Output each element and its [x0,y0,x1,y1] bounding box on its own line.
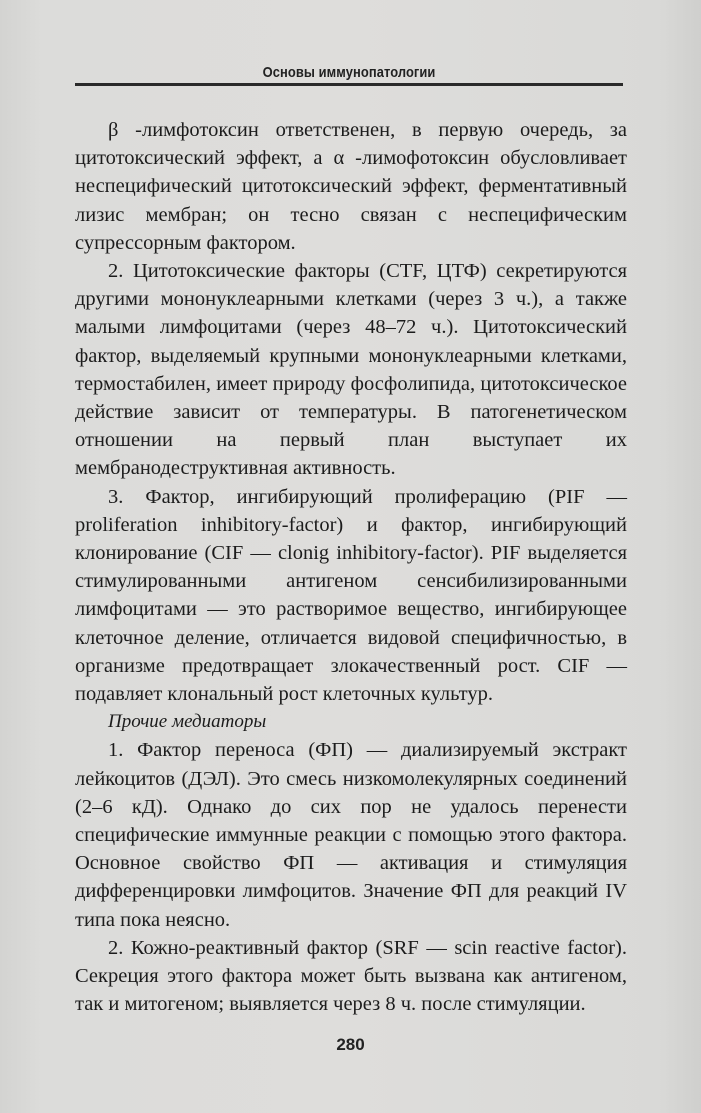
paragraph-cytotoxic-factors: 2. Цитотоксические факторы (СТF, ЦТФ) секретируются другими мононуклеарными клетками (через 3 ч.), а также малыми лимфоцитами (через 48–72 ч.). Цитотоксический фактор, выделяемый крупными мононуклеарными клетками, термостабилен, имеет природу фосфолипида, цитотоксическое действие зависит от температуры. В патогенетическом отношении на первый план выступает их мембранодеструктивная активность. [75,260,627,480]
paragraph-skin-reactive-factor: 2. Кожно-реактивный фактор (SRF — scin reactive factor). Секреция этого фактора может быть вызвана как антигеном, так и митогеном; выявляется через 8 ч. после стимуляции. [75,936,627,1016]
running-header: Основы иммунопатологии [262,64,436,81]
paragraph-lymphotoxin: β -лимфотоксин ответственен, в первую очередь, за цитотоксический эффект, а α -лимофотоксин обусловливает неспецифический цитотоксический эффект, ферментативный лизис мембран; он тесно связан с неспецифическим супрессорным фактором. [75,119,627,254]
page-number: 280 [336,1035,365,1054]
header-rule [75,83,623,86]
paragraph-pif-cif: 3. Фактор, ингибирующий пролиферацию (PIF — proliferation inhibitory-factor) и фактор, ингибирующий клонирование (CIF — clonig inhibitory-factor). PIF выделяется стимулированными антигеном сенсибилизированными лимфоцитами — это растворимое вещество, ингибирующее клеточное деление, отличается видовой специфичностью, в организме предотвращает злокачественный рост. CIF — подавляет клональный рост клеточных культур. [75,485,627,706]
page-body [75,116,627,1019]
section-subheading: Прочие медиаторы [108,711,267,733]
paragraph-transfer-factor: 1. Фактор переноса (ФП) — диализируемый экстракт лейкоцитов (ДЭЛ). Это смесь низкомолекулярных соединений (2–6 кД). Однако до сих пор не удалось перенести специфические иммунные реакции с помощью этого фактора. Основное свойство ФП — активация и стимуляция дифференцировки лимфоцитов. Значение ФП для реакций IV типа пока неясно. [75,739,627,931]
